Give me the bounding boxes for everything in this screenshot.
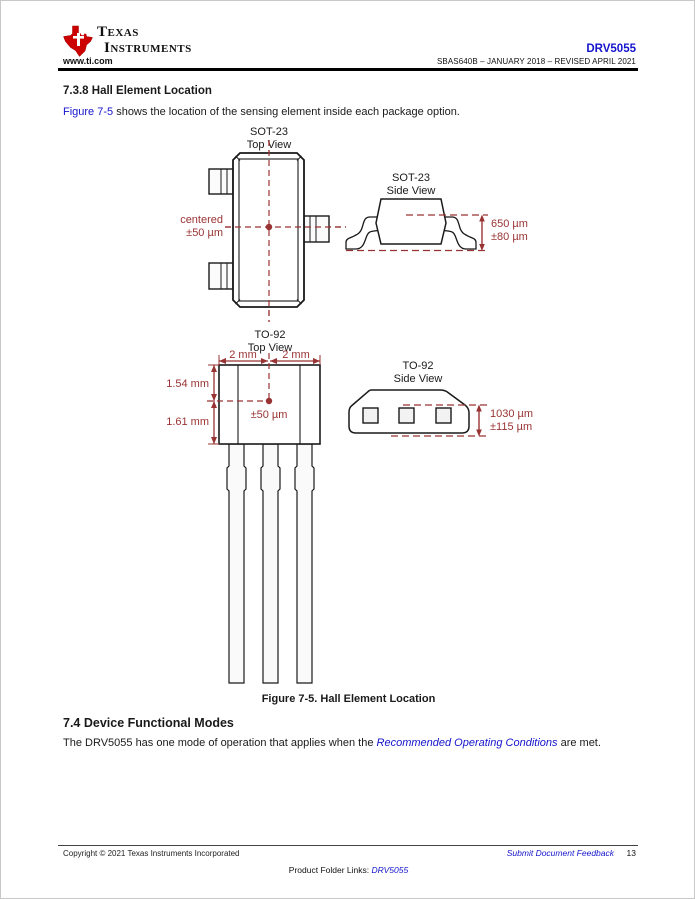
sot23-side-dim1: 650 µm — [491, 218, 528, 230]
sot23-dimension-arrow — [479, 215, 485, 252]
section-74-heading: 7.4 Device Functional Modes — [63, 716, 234, 730]
section-738-paragraph — [63, 106, 460, 118]
to92-side-lead-cross-sections — [363, 408, 451, 423]
header-part-number-link[interactable]: DRV5055 — [586, 43, 636, 55]
to92-dim-lower: 1.61 mm — [166, 416, 209, 428]
page-number: 13 — [626, 848, 636, 858]
figure-7-5-link[interactable]: Figure 7-5 — [63, 106, 114, 118]
to92-dim-width-left: 2 mm — [229, 349, 257, 361]
sot23-hall-element-dot — [266, 224, 272, 230]
sot23-side-dim2: ±80 µm — [491, 231, 528, 243]
section-74-text-pre: The DRV5055 has one mode of operation that applies when the — [63, 737, 377, 749]
sot23-top-title2: Top View — [246, 139, 292, 151]
to92-leads — [227, 444, 314, 683]
to92-hall-element-dot — [266, 398, 272, 404]
to92-top-title1: TO-92 — [254, 329, 286, 341]
product-folder-label: Product Folder Links: — [288, 865, 372, 875]
sot23-side-view — [346, 172, 528, 251]
to92-side-view — [349, 360, 533, 437]
section-738-paragraph-text: shows the location of the sensing element inside each package option. — [113, 106, 460, 118]
logo-instruments: Instruments — [104, 40, 192, 56]
submit-document-feedback-link[interactable]: Submit Document Feedback — [506, 848, 614, 858]
document-revision-info: SBAS640B – JANUARY 2018 – REVISED APRIL 2021 — [436, 57, 636, 66]
section-738-heading: 7.3.8 Hall Element Location — [63, 85, 212, 97]
header-rule — [58, 68, 638, 71]
sot23-left-lead — [346, 217, 378, 249]
section-74-text-post: are met. — [557, 737, 601, 749]
sot23-side-body — [376, 199, 446, 244]
sot23-top-title1: SOT-23 — [250, 126, 288, 138]
to92-dim-width-right: 2 mm — [282, 349, 310, 361]
logo-texas: Texas — [97, 24, 139, 40]
to92-top-view — [166, 329, 320, 683]
sot23-side-title2: Side View — [386, 185, 436, 197]
to92-side-dim2: ±115 µm — [490, 421, 533, 433]
product-folder-drv5055-link[interactable]: DRV5055 — [371, 865, 409, 875]
recommended-operating-conditions-link[interactable]: Recommended Operating Conditions — [376, 737, 558, 749]
product-folder-line — [1, 865, 695, 875]
to92-top-title2: Top View — [247, 342, 293, 354]
section-74-paragraph — [63, 737, 601, 749]
to92-dim-upper: 1.54 mm — [166, 378, 209, 390]
ti-texas-state-icon — [63, 25, 93, 58]
to92-tolerance-note: ±50 µm — [250, 409, 288, 421]
to92-side-title2: Side View — [393, 373, 443, 385]
sot23-top-view — [180, 126, 346, 322]
to92-height-dimension — [208, 365, 219, 444]
sot23-centered-note1: centered — [180, 214, 223, 226]
footer-rule — [58, 845, 638, 846]
ti-website-link[interactable]: www.ti.com — [63, 56, 113, 66]
sot23-centered-note2: ±50 µm — [186, 227, 223, 239]
sot23-right-lead — [444, 217, 476, 249]
to92-dimension-arrow — [476, 405, 482, 437]
ti-logo-text — [97, 25, 192, 56]
copyright-notice: Copyright © 2021 Texas Instruments Incorporated — [63, 849, 240, 858]
figure-caption: Figure 7-5. Hall Element Location — [261, 693, 436, 705]
sot23-side-title1: SOT-23 — [392, 172, 430, 184]
ti-logo — [63, 25, 192, 58]
hall-element-location-figure — [1, 121, 695, 693]
to92-side-dim1: 1030 µm — [490, 408, 534, 420]
to92-side-title1: TO-92 — [402, 360, 434, 372]
